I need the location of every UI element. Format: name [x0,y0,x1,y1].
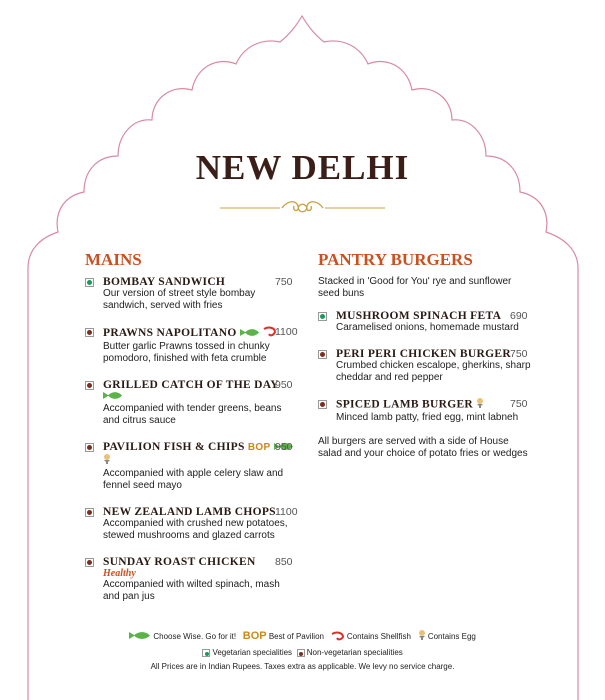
nonveg-icon [318,400,327,409]
item-price: 1100 [275,506,298,519]
item-name-text: SPICED LAMB BURGER [336,398,474,411]
menu-item [85,276,295,312]
item-description: Minced lamb patty, fried egg, mint labneh [336,412,519,423]
nonveg-icon [85,508,94,517]
nonveg-icon [85,443,94,452]
nonveg-icon [85,381,94,390]
bop-badge: BOP [242,630,267,642]
egg-icon [103,454,111,468]
section-subtitle: Stacked in 'Good for You' rye and sunflower seed buns [318,276,512,299]
item-price: 850 [275,556,293,569]
fish-icon [240,328,260,340]
item-name-text: SUNDAY ROAST CHICKEN [103,556,256,569]
egg-icon [476,398,484,412]
item-name-text: PRAWNS NAPOLITANO [103,327,237,340]
nonveg-icon [318,350,327,359]
bop-badge: BOP [247,442,271,454]
item-description: Caramelised onions, homemade mustard [336,322,519,333]
shrimp-icon [331,631,345,643]
item-name [336,398,533,412]
menu-item [318,398,533,424]
item-price: 950 [275,379,293,391]
item-description: Our version of street style bombay sandwich, served with fries [103,288,256,311]
item-name [336,310,533,322]
item-price: 750 [510,398,528,410]
veg-icon [202,649,210,657]
item-name-text: BOMBAY SANDWICH [103,276,226,288]
nonveg-icon [85,328,94,337]
menu-item [318,310,533,334]
fish-icon [129,631,151,642]
item-description: Accompanied with wilted spinach, mash and pan jus [103,579,280,603]
menu-item [318,348,533,384]
legend [0,630,605,676]
item-name [103,379,295,403]
veg-icon [85,278,94,287]
ornament-divider [220,200,385,216]
item-name-text: PAVILION FISH & CHIPS [103,441,245,454]
item-name [103,556,295,568]
item-name-text: PERI PERI CHICKEN BURGER [336,348,511,360]
item-price: 750 [275,276,293,288]
section-heading: PANTRY BURGERS [318,250,473,269]
mains-section [85,250,298,617]
burgers-note: All burgers are served with a side of House salad and your choice of potato fries or wedges [318,436,528,459]
item-price: 750 [510,348,528,360]
menu-item [85,506,298,542]
item-name-text: NEW ZEALAND LAMB CHOPS [103,506,276,519]
section-heading: MAINS [85,250,142,269]
item-price: 950 [275,441,293,454]
item-name [103,441,295,468]
item-name [336,348,533,360]
item-price: 1100 [275,326,298,338]
burgers-section [318,250,533,460]
egg-icon [418,630,426,643]
menu-item [85,556,295,603]
legend-egg: Contains Egg [427,632,476,641]
veg-icon [318,312,327,321]
menu-item [85,441,295,492]
item-name-text: MUSHROOM SPINACH FETA [336,310,502,322]
legend-veg: Vegetarian specialities [212,648,293,658]
fish-icon [103,391,123,403]
item-description: Accompanied with apple celery slaw and fennel seed mayo [103,468,284,492]
item-name [103,276,295,288]
legend-nonveg: Non-vegetarian specialities [306,648,403,658]
item-description: Accompanied with crushed new potatoes, stewed mushrooms and glazed carrots [103,518,288,542]
nonveg-icon [297,649,305,657]
item-name [103,506,295,518]
legend-shellfish: Contains Shellfish [346,632,411,641]
menu-item [85,326,298,365]
item-name [103,326,295,341]
item-description: Butter garlic Prawns tossed in chunky pomodoro, finished with feta crumble [103,341,270,364]
item-price: 690 [510,310,528,322]
healthy-tag: Healthy [103,568,136,580]
legend-footer: All Prices are in Indian Rupees. Taxes extra as applicable. We levy no service charge. [150,662,455,672]
legend-bop: Best of Pavilion [268,632,324,641]
nonveg-icon [85,558,94,567]
menu-item [85,379,295,427]
page-title: NEW DELHI [195,148,410,187]
item-description: Accompanied with tender greens, beans and citrus sauce [103,403,282,427]
item-name-text: GRILLED CATCH OF THE DAY [103,379,279,391]
item-description: Crumbed chicken escalope, gherkins, sharp cheddar and red pepper [336,360,531,383]
legend-choose-wise: Choose Wise. Go for it! [153,632,237,641]
